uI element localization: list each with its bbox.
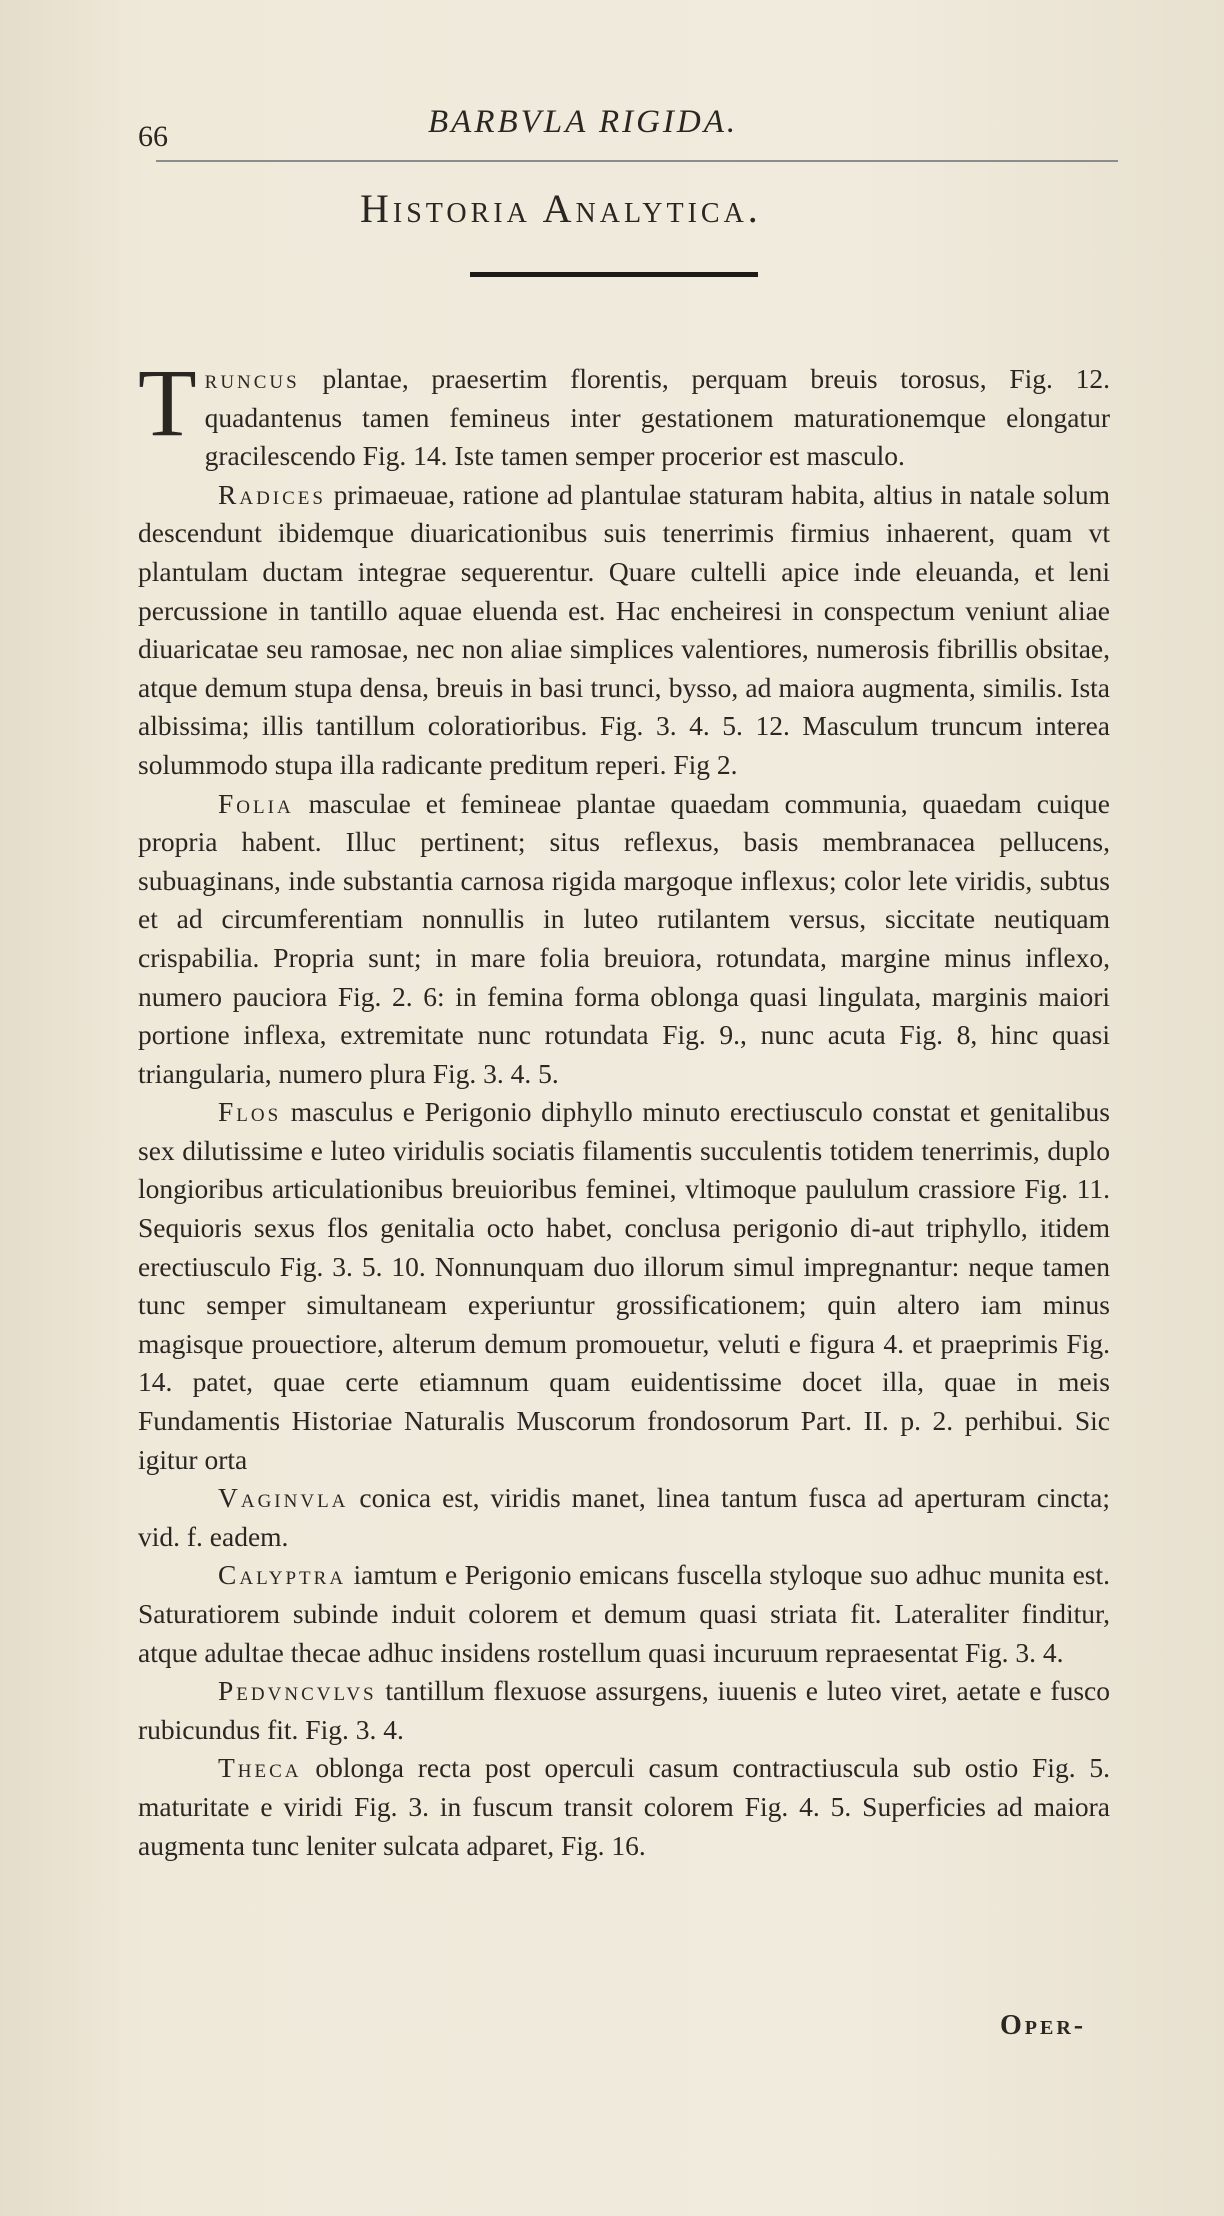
header-rule (156, 160, 1118, 162)
paragraph-text: masculus e Perigonio diphyllo minuto erectiusculo constat et genitalibus sex dilutissime e luteo viridulis sociatis filamentis succulentis totidem tenerrimis, duplo longioribus articulationibus breuioribus feminei, vltimoque paululum crassiore Fig. 11. Sequioris sexus flos genitalia octo habet, conclusa perigonio di-aut triphyllo, itidem erectiusculo Fig. 3. 5. 10. Nonnunquam duo illorum simul impregnantur: neque tamen tunc semper simultaneam experiuntur grossificationem; quin altero iam minus magisque prouectiore, alterum demum promouetur, veluti e figura 4. et praeprimis Fig. 14. patet, quae certe etiamnum quam euidentissime docet illa, quae in meis Fundamentis Historiae Naturalis Muscorum frondosorum Part. II. p. 2. perhibui. Sic igitur orta (138, 1096, 1110, 1475)
paragraph-theca (138, 1749, 1110, 1865)
section-title: Historia Analytica. (360, 186, 762, 231)
paragraph-text: masculae et femineae plantae quaedam communia, quaedam cuique propria habent. Illuc pertinent; situs reflexus, basis membranacea pellucens, subuaginans, inde substantia carnosa rigida margoque inflexus; color lete viridis, subtus et ad circumferentiam nonnullis in luteo rutilantem versus, siccitate neutiquam crispabilia. Propria sunt; in mare folia breuiora, rotundata, margine minus inflexo, numero pauciora Fig. 2. 6: in femina forma oblonga quasi lingulata, marginis maiori portione inflexa, extremitate nunc rotundata Fig. 9., nunc acuta Fig. 8, hinc quasi triangularia, numero plura Fig. 3. 4. 5. (138, 787, 1110, 1089)
running-head (138, 100, 1120, 153)
paragraph-lead-word: Folia (218, 787, 294, 819)
paragraph-vaginula (138, 1479, 1110, 1556)
running-title: BARBVLA RIGIDA. (428, 104, 739, 140)
body-text (138, 349, 1110, 1865)
paragraph-text: tantillum flexuose assurgens, iuuenis e luteo viret, aetate e fusco rubicundus fit. Fig. 3. 4. (138, 1675, 1110, 1745)
paragraph-lead-word: Pedvncvlvs (218, 1675, 377, 1707)
paragraph-text: oblonga recta post operculi casum contractiuscula sub ostio Fig. 5. maturitate e viridi Fig. 3. in fuscum transit colorem Fig. 4. 5. Superficies ad maiora augmenta tunc leniter sulcata adparet, Fig. 16. (138, 1752, 1110, 1861)
page-number: 66 (138, 120, 168, 153)
paragraph-lead-word: Theca (218, 1752, 302, 1784)
paragraph-calyptra (138, 1556, 1110, 1672)
paragraph-lead-word: Vaginvla (218, 1482, 349, 1514)
title-rule (470, 272, 758, 277)
paragraph-lead-word: runcus (204, 363, 300, 394)
paragraph-text: primaeuae, ratione ad plantulae staturam habita, altius in natale solum descendunt ibidemque diuaricationibus suis tenerrimis firmius inhaerent, quam vt plantulam ductam integrae sequerentur. Quare cultelli apice inde eleuanda, et leni percussione in tantillo aquae eluenda est. Hac encheiresi in conspectum veniunt aliae diuaricatae seu ramosae, nec non aliae simplices valentiores, numerosis fibrillis obsitae, atque demum stupa densa, breuis in basi trunci, bysso, ad maiora augmenta, similis. Ista albissima; illis tantillum coloratioribus. Fig. 3. 4. 5. 12. Masculum truncum interea solummodo stupa illa radicante preditum reperi. Fig 2. (138, 478, 1110, 780)
paragraph-pedunculus (138, 1672, 1110, 1749)
paragraph-lead-word: Radices (218, 478, 326, 510)
paragraph-lead-word: Calyptra (218, 1559, 347, 1591)
paragraph-radices (138, 476, 1110, 785)
paragraph-truncus (138, 349, 1110, 476)
paragraph-text: iamtum e Perigonio emicans fuscella styloque suo adhuc munita est. Saturatiorem subinde induit colorem et demum quasi striata fit. Lateraliter finditur, atque adultae thecae adhuc insidens rostellum quasi incuruum repraesentat Fig. 3. 4. (138, 1559, 1110, 1668)
catchword: Oper- (1000, 2010, 1087, 2041)
paragraph-text: conica est, viridis manet, linea tantum fusca ad aperturam cincta; vid. f. eadem. (138, 1482, 1110, 1552)
paragraph-folia (138, 785, 1110, 1094)
paragraph-text: plantae, praesertim florentis, perquam breuis torosus, Fig. 12. quadantenus tamen femineus inter gestationem maturationemque elongatur gracilescendo Fig. 14. Iste tamen semper procerior est masculo. (204, 363, 1110, 472)
drop-cap: T (138, 349, 197, 456)
paragraph-flos (138, 1093, 1110, 1479)
paragraph-lead-word: Flos (218, 1096, 282, 1128)
